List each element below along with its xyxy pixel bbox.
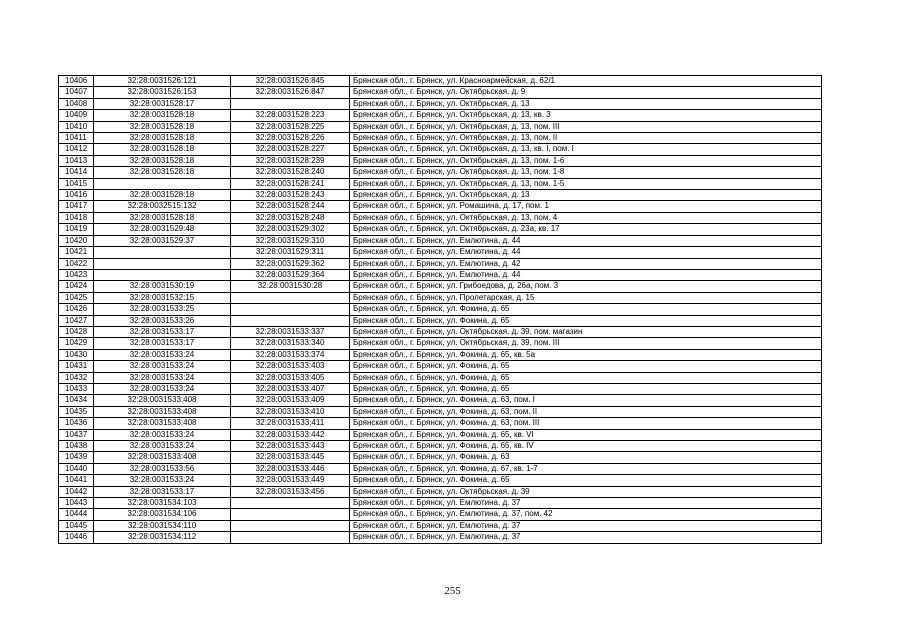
row-number-cell: 10445 (59, 520, 94, 531)
cadastral-number-cell: 32:28:0031530:19 (94, 281, 231, 292)
row-number-cell: 10438 (59, 441, 94, 452)
row-number-cell: 10421 (59, 247, 94, 258)
object-cadastral-number-cell: 32:28:0031533:445 (231, 452, 350, 463)
table-row (59, 167, 822, 178)
object-cadastral-number-cell: 32:28:0031530:28 (231, 281, 350, 292)
cadastral-number-cell (94, 258, 231, 269)
object-cadastral-number-cell: 32:28:0031533:411 (231, 418, 350, 429)
table-row (59, 258, 822, 269)
row-number-cell: 10434 (59, 395, 94, 406)
table-row (59, 121, 822, 132)
cadastral-number-cell: 32:28:0031533:17 (94, 338, 231, 349)
object-cadastral-number-cell: 32:28:0031533:409 (231, 395, 350, 406)
row-number-cell: 10441 (59, 475, 94, 486)
address-cell: Брянская обл., г. Брянск, ул. Фокина, д. 65 (350, 475, 822, 486)
row-number-cell: 10412 (59, 144, 94, 155)
table-row (59, 532, 822, 543)
row-number-cell: 10418 (59, 212, 94, 223)
row-number-cell: 10442 (59, 486, 94, 497)
cadastral-number-cell: 32:28:0031528:18 (94, 110, 231, 121)
table-row (59, 190, 822, 201)
table-row (59, 395, 822, 406)
object-cadastral-number-cell: 32:28:0031528:243 (231, 190, 350, 201)
object-cadastral-number-cell: 32:28:0031528:226 (231, 133, 350, 144)
cadastral-number-cell: 32:28:0031534:103 (94, 498, 231, 509)
table-row (59, 326, 822, 337)
cadastral-number-cell: 32:28:0031533:24 (94, 372, 231, 383)
object-cadastral-number-cell: 32:28:0031533:407 (231, 383, 350, 394)
table-row (59, 110, 822, 121)
object-cadastral-number-cell (231, 98, 350, 109)
table-row (59, 178, 822, 189)
address-cell: Брянская обл., г. Брянск, ул. Емлютина, д. 44 (350, 235, 822, 246)
address-cell: Брянская обл., г. Брянск, ул. Фокина, д. 65, кв. IV (350, 441, 822, 452)
cadastral-number-cell: 32:28:0031533:26 (94, 315, 231, 326)
cadastral-number-cell: 32:28:0031529:37 (94, 235, 231, 246)
cadastral-number-cell: 32:28:0031528:18 (94, 212, 231, 223)
row-number-cell: 10432 (59, 372, 94, 383)
object-cadastral-number-cell (231, 498, 350, 509)
cadastral-number-cell: 32:28:0031533:17 (94, 326, 231, 337)
address-cell: Брянская обл., г. Брянск, ул. Октябрьская, д. 23а, кв. 17 (350, 224, 822, 235)
object-cadastral-number-cell: 32:28:0031533:443 (231, 441, 350, 452)
address-cell: Брянская обл., г. Брянск, ул. Октябрьская, д. 9 (350, 87, 822, 98)
address-cell: Брянская обл., г. Брянск, ул. Октябрьская, д. 39 (350, 486, 822, 497)
object-cadastral-number-cell: 32:28:0031533:374 (231, 349, 350, 360)
table-row (59, 155, 822, 166)
object-cadastral-number-cell: 32:28:0031533:442 (231, 429, 350, 440)
table-row (59, 475, 822, 486)
cadastral-number-cell: 32:28:0031534:112 (94, 532, 231, 543)
table-row (59, 235, 822, 246)
object-cadastral-number-cell: 32:28:0031533:403 (231, 361, 350, 372)
cadastral-number-cell: 32:28:0031528:18 (94, 133, 231, 144)
cadastral-number-cell: 32:28:0031528:18 (94, 190, 231, 201)
table-row (59, 281, 822, 292)
address-cell: Брянская обл., г. Брянск, ул. Фокина, д. 65 (350, 315, 822, 326)
address-cell: Брянская обл., г. Брянск, ул. Емлютина, д. 37 (350, 498, 822, 509)
table-row (59, 133, 822, 144)
row-number-cell: 10414 (59, 167, 94, 178)
address-cell: Брянская обл., г. Брянск, ул. Октябрьская, д. 13, кв. 3 (350, 110, 822, 121)
row-number-cell: 10417 (59, 201, 94, 212)
cadastral-number-cell: 32:28:0032515:132 (94, 201, 231, 212)
cadastral-number-cell: 32:28:0031528:18 (94, 144, 231, 155)
row-number-cell: 10407 (59, 87, 94, 98)
row-number-cell: 10428 (59, 326, 94, 337)
object-cadastral-number-cell: 32:28:0031526:845 (231, 76, 350, 87)
table-row (59, 452, 822, 463)
cadastral-number-cell: 32:28:0031534:106 (94, 509, 231, 520)
address-cell: Брянская обл., г. Брянск, ул. Октябрьская, д. 13 (350, 190, 822, 201)
table-row (59, 201, 822, 212)
cadastral-number-cell (94, 247, 231, 258)
address-cell: Брянская обл., г. Брянск, ул. Октябрьская, д. 13, пом. 1-8 (350, 167, 822, 178)
address-cell: Брянская обл., г. Брянск, ул. Фокина, д. 65 (350, 361, 822, 372)
cadastral-number-cell: 32:28:0031533:24 (94, 441, 231, 452)
address-cell: Брянская обл., г. Брянск, ул. Октябрьская, д. 39, пом. III (350, 338, 822, 349)
cadastral-number-cell: 32:28:0031528:18 (94, 121, 231, 132)
address-cell: Брянская обл., г. Брянск, ул. Фокина, д. 63, пом. II (350, 406, 822, 417)
object-cadastral-number-cell: 32:28:0031528:241 (231, 178, 350, 189)
table-row (59, 498, 822, 509)
address-cell: Брянская обл., г. Брянск, ул. Фокина, д. 65 (350, 304, 822, 315)
row-number-cell: 10416 (59, 190, 94, 201)
address-cell: Брянская обл., г. Брянск, ул. Фокина, д. 65, кв. 5а (350, 349, 822, 360)
address-cell: Брянская обл., г. Брянск, ул. Фокина, д. 63 (350, 452, 822, 463)
cadastral-number-cell: 32:28:0031526:121 (94, 76, 231, 87)
table-row (59, 463, 822, 474)
table-row (59, 520, 822, 531)
address-cell: Брянская обл., г. Брянск, ул. Октябрьская, д. 13 (350, 98, 822, 109)
table-body (59, 76, 822, 544)
table-row (59, 406, 822, 417)
object-cadastral-number-cell: 32:28:0031533:340 (231, 338, 350, 349)
row-number-cell: 10420 (59, 235, 94, 246)
row-number-cell: 10429 (59, 338, 94, 349)
address-cell: Брянская обл., г. Брянск, ул. Фокина, д. 65 (350, 383, 822, 394)
row-number-cell: 10408 (59, 98, 94, 109)
table-row (59, 144, 822, 155)
address-cell: Брянская обл., г. Брянск, ул. Октябрьская, д. 13, пом. 1-6 (350, 155, 822, 166)
row-number-cell: 10411 (59, 133, 94, 144)
table-row (59, 87, 822, 98)
address-cell: Брянская обл., г. Брянск, ул. Емлютина, д. 37, пом. 42 (350, 509, 822, 520)
row-number-cell: 10443 (59, 498, 94, 509)
row-number-cell: 10436 (59, 418, 94, 429)
row-number-cell: 10444 (59, 509, 94, 520)
cadastral-number-cell: 32:28:0031528:17 (94, 98, 231, 109)
row-number-cell: 10424 (59, 281, 94, 292)
table-row (59, 98, 822, 109)
row-number-cell: 10423 (59, 269, 94, 280)
row-number-cell: 10446 (59, 532, 94, 543)
object-cadastral-number-cell: 32:28:0031526:847 (231, 87, 350, 98)
object-cadastral-number-cell (231, 315, 350, 326)
object-cadastral-number-cell: 32:28:0031528:225 (231, 121, 350, 132)
object-cadastral-number-cell: 32:28:0031533:405 (231, 372, 350, 383)
table-row (59, 441, 822, 452)
cadastral-number-cell: 32:28:0031526:153 (94, 87, 231, 98)
cadastral-number-cell: 32:28:0031534:110 (94, 520, 231, 531)
object-cadastral-number-cell: 32:28:0031528:223 (231, 110, 350, 121)
object-cadastral-number-cell: 32:28:0031528:244 (231, 201, 350, 212)
table-row (59, 372, 822, 383)
cadastral-number-cell: 32:28:0031533:408 (94, 395, 231, 406)
table-row (59, 486, 822, 497)
object-cadastral-number-cell (231, 509, 350, 520)
cadastral-number-cell: 32:28:0031533:408 (94, 452, 231, 463)
cadastral-number-cell (94, 269, 231, 280)
cadastral-number-cell: 32:28:0031533:24 (94, 349, 231, 360)
row-number-cell: 10422 (59, 258, 94, 269)
row-number-cell: 10439 (59, 452, 94, 463)
object-cadastral-number-cell: 32:28:0031529:311 (231, 247, 350, 258)
cadastral-number-cell: 32:28:0031533:24 (94, 361, 231, 372)
address-cell: Брянская обл., г. Брянск, ул. Октябрьская, д. 39, пом. магазин (350, 326, 822, 337)
object-cadastral-number-cell (231, 292, 350, 303)
cadastral-number-cell: 32:28:0031533:408 (94, 418, 231, 429)
row-number-cell: 10426 (59, 304, 94, 315)
address-cell: Брянская обл., г. Брянск, ул. Фокина, д. 63, пом. III (350, 418, 822, 429)
object-cadastral-number-cell: 32:28:0031533:449 (231, 475, 350, 486)
row-number-cell: 10435 (59, 406, 94, 417)
table-row (59, 338, 822, 349)
row-number-cell: 10413 (59, 155, 94, 166)
address-cell: Брянская обл., г. Брянск, ул. Октябрьская, д. 13, пом. III (350, 121, 822, 132)
address-cell: Брянская обл., г. Брянск, ул. Грибоедова, д. 26а, пом. 3 (350, 281, 822, 292)
table-row (59, 509, 822, 520)
table-row (59, 247, 822, 258)
object-cadastral-number-cell: 32:28:0031528:227 (231, 144, 350, 155)
cadastral-number-cell: 32:28:0031532:15 (94, 292, 231, 303)
object-cadastral-number-cell (231, 532, 350, 543)
row-number-cell: 10427 (59, 315, 94, 326)
cadastral-number-cell: 32:28:0031528:18 (94, 167, 231, 178)
cadastral-number-cell (94, 178, 231, 189)
table-row (59, 212, 822, 223)
table-row (59, 383, 822, 394)
page-number: 255 (444, 585, 461, 597)
address-cell: Брянская обл., г. Брянск, ул. Октябрьская, д. 13, пом. 1-5 (350, 178, 822, 189)
address-cell: Брянская обл., г. Брянск, ул. Фокина, д. 65 (350, 372, 822, 383)
address-cell: Брянская обл., г. Брянск, ул. Красноармейская, д. 62/1 (350, 76, 822, 87)
table-row (59, 76, 822, 87)
address-cell: Брянская обл., г. Брянск, ул. Фокина, д. 63, пом. I (350, 395, 822, 406)
address-cell: Брянская обл., г. Брянск, ул. Емлютина, д. 44 (350, 247, 822, 258)
object-cadastral-number-cell: 32:28:0031529:302 (231, 224, 350, 235)
address-cell: Брянская обл., г. Брянск, ул. Октябрьская, д. 13, кв. I, пом. I (350, 144, 822, 155)
cadastral-number-cell: 32:28:0031533:24 (94, 475, 231, 486)
row-number-cell: 10433 (59, 383, 94, 394)
cadastral-table (58, 75, 822, 544)
table-row (59, 315, 822, 326)
cadastral-number-cell: 32:28:0031533:56 (94, 463, 231, 474)
address-cell: Брянская обл., г. Брянск, ул. Пролетарская, д. 15 (350, 292, 822, 303)
address-cell: Брянская обл., г. Брянск, ул. Емлютина, д. 44 (350, 269, 822, 280)
address-cell: Брянская обл., г. Брянск, ул. Емлютина, д. 42 (350, 258, 822, 269)
object-cadastral-number-cell: 32:28:0031528:239 (231, 155, 350, 166)
row-number-cell: 10431 (59, 361, 94, 372)
object-cadastral-number-cell: 32:28:0031533:410 (231, 406, 350, 417)
cadastral-number-cell: 32:28:0031529:48 (94, 224, 231, 235)
table-row (59, 418, 822, 429)
object-cadastral-number-cell (231, 520, 350, 531)
row-number-cell: 10419 (59, 224, 94, 235)
address-cell: Брянская обл., г. Брянск, ул. Октябрьская, д. 13, пом. 4 (350, 212, 822, 223)
object-cadastral-number-cell: 32:28:0031533:446 (231, 463, 350, 474)
address-cell: Брянская обл., г. Брянск, ул. Фокина, д. 65, кв. VI (350, 429, 822, 440)
table-row (59, 224, 822, 235)
address-cell: Брянская обл., г. Брянск, ул. Емлютина, д. 37 (350, 520, 822, 531)
cadastral-number-cell: 32:28:0031528:18 (94, 155, 231, 166)
row-number-cell: 10437 (59, 429, 94, 440)
cadastral-number-cell: 32:28:0031533:24 (94, 383, 231, 394)
object-cadastral-number-cell: 32:28:0031529:310 (231, 235, 350, 246)
table-row (59, 292, 822, 303)
table-row (59, 304, 822, 315)
row-number-cell: 10440 (59, 463, 94, 474)
object-cadastral-number-cell: 32:28:0031529:364 (231, 269, 350, 280)
table-row (59, 361, 822, 372)
table-row (59, 349, 822, 360)
object-cadastral-number-cell: 32:28:0031528:248 (231, 212, 350, 223)
address-cell: Брянская обл., г. Брянск, ул. Емлютина, д. 37 (350, 532, 822, 543)
row-number-cell: 10409 (59, 110, 94, 121)
row-number-cell: 10425 (59, 292, 94, 303)
row-number-cell: 10415 (59, 178, 94, 189)
object-cadastral-number-cell: 32:28:0031533:456 (231, 486, 350, 497)
table-row (59, 429, 822, 440)
object-cadastral-number-cell: 32:28:0031533:337 (231, 326, 350, 337)
cadastral-number-cell: 32:28:0031533:408 (94, 406, 231, 417)
row-number-cell: 10430 (59, 349, 94, 360)
address-cell: Брянская обл., г. Брянск, ул. Ромашина, д. 17, пом. 1 (350, 201, 822, 212)
address-cell: Брянская обл., г. Брянск, ул. Октябрьская, д. 13, пом. II (350, 133, 822, 144)
row-number-cell: 10406 (59, 76, 94, 87)
row-number-cell: 10410 (59, 121, 94, 132)
table-row (59, 269, 822, 280)
cadastral-number-cell: 32:28:0031533:25 (94, 304, 231, 315)
address-cell: Брянская обл., г. Брянск, ул. Фокина, д. 67, кв. 1-7 (350, 463, 822, 474)
object-cadastral-number-cell (231, 304, 350, 315)
object-cadastral-number-cell: 32:28:0031529:362 (231, 258, 350, 269)
cadastral-number-cell: 32:28:0031533:17 (94, 486, 231, 497)
object-cadastral-number-cell: 32:28:0031528:240 (231, 167, 350, 178)
cadastral-number-cell: 32:28:0031533:24 (94, 429, 231, 440)
